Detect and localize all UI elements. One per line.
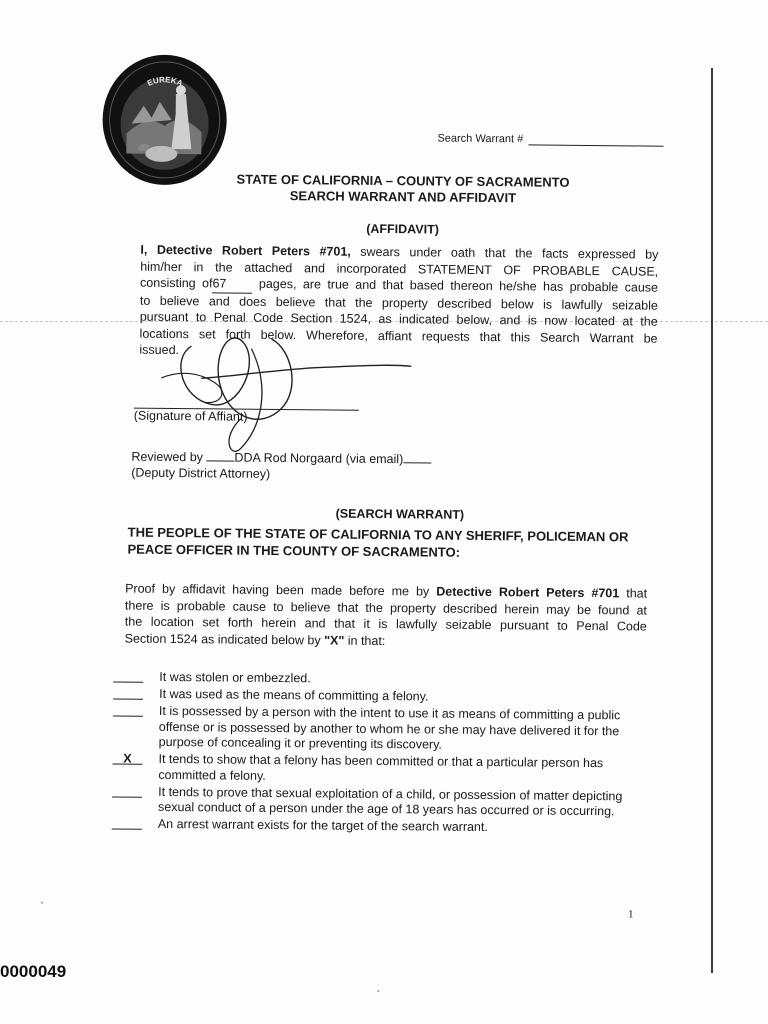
affidavit-line-1: I, Detective Robert Peters #701, swears under oath that the facts expressed by bbox=[140, 242, 659, 262]
ground-item-arrest-warrant bbox=[112, 816, 642, 837]
review-label: Reviewed by bbox=[131, 449, 204, 465]
ground-mark bbox=[113, 703, 143, 716]
ground-item-possessed-intent bbox=[113, 703, 643, 755]
reviewer-title: (Deputy District Attorney) bbox=[131, 465, 271, 481]
reviewer-name: DDA Rod Norgaard (via email) bbox=[234, 450, 404, 467]
pages-count: 67 bbox=[212, 275, 252, 293]
review-block bbox=[131, 448, 431, 484]
affidavit-line-7: issued. bbox=[139, 342, 180, 358]
ground-text: It tends to show that a felony has been committed or that a particular person has committed a felony. bbox=[158, 751, 604, 783]
california-seal-icon bbox=[101, 53, 228, 186]
warrant-addressee bbox=[127, 525, 647, 563]
affidavit-line-6: locations set forth below. Wherefore, affiant requests that this Search Warrant be bbox=[139, 326, 658, 346]
ground-text: It is possessed by a person with the intent to use it as means of committing a public offense or is possessed by another to whom he or she may have delivered it for the purpose of concealing it or preventing its discovery. bbox=[158, 703, 621, 752]
header-document-title: SEARCH WARRANT AND AFFIDAVIT bbox=[289, 188, 517, 206]
header-state-county: STATE OF CALIFORNIA – COUNTY OF SACRAMENTO bbox=[236, 171, 570, 190]
proof-line-4: Section 1524 as indicated below by "X" in that: bbox=[124, 631, 386, 648]
proof-line-2: there is probable cause to believe that the property described herein may be found at bbox=[124, 598, 648, 618]
ground-mark bbox=[113, 669, 143, 682]
scan-speck bbox=[41, 902, 43, 904]
ground-text: It tends to prove that sexual exploitation of a child, or possession of matter depicting sexual conduct of a person under the age of 18 years has occurred or is occurring. bbox=[157, 784, 623, 819]
proof-line-1: Proof by affidavit having been made before me by Detective Robert Peters #701 that bbox=[125, 581, 648, 601]
warrant-proof bbox=[125, 581, 648, 652]
affidavit-heading: (AFFIDAVIT) bbox=[366, 221, 439, 237]
ground-item-child-exploitation bbox=[112, 784, 642, 820]
affidavit-line-5: pursuant to Penal Code Section 1524, as indicated below, and is now located at the bbox=[139, 309, 658, 329]
ground-mark bbox=[112, 784, 142, 797]
scan-speck bbox=[377, 990, 379, 992]
ground-text: An arrest warrant exists for the target of the search warrant. bbox=[157, 816, 488, 835]
affiant-name: I, Detective Robert Peters #701, bbox=[140, 242, 351, 259]
ground-text: It was used as the means of committing a felony. bbox=[159, 686, 429, 704]
search-warrant-number bbox=[437, 133, 663, 147]
page-number: 1 bbox=[627, 908, 634, 921]
affidavit-line-3: consisting of67 pages, are true and that based thereon he/she has probable cause bbox=[140, 275, 659, 295]
ground-text: It was stolen or embezzled. bbox=[159, 669, 311, 686]
signature-caption: (Signature of Affiant) bbox=[133, 408, 248, 424]
ground-mark: X bbox=[112, 751, 142, 764]
proof-officer: Detective Robert Peters #701 bbox=[436, 584, 620, 601]
proof-line-3: the location set forth herein and that it is lawfully seizable pursuant to Penal Code bbox=[124, 614, 647, 634]
search-warrant-number-field bbox=[528, 133, 663, 146]
search-warrant-number-label: Search Warrant # bbox=[437, 132, 524, 146]
affidavit-body bbox=[139, 242, 658, 363]
ground-mark bbox=[112, 816, 142, 829]
affidavit-line-4: to believe and does believe that the property described below is lawfully seizable bbox=[139, 293, 658, 313]
ground-mark bbox=[113, 686, 143, 699]
search-warrant-heading: (SEARCH WARRANT) bbox=[335, 506, 465, 522]
svg-text:EUREKA: EUREKA bbox=[145, 75, 185, 89]
bates-number: 0000049 bbox=[0, 962, 67, 981]
addressee-line-2: PEACE OFFICER IN THE COUNTY OF SACRAMENTO: bbox=[127, 541, 461, 560]
affidavit-line-2: him/her in the attached and incorporated STATEMENT OF PROBABLE CAUSE, bbox=[140, 259, 659, 279]
grounds-checklist bbox=[112, 669, 644, 838]
ground-item-felony-committed bbox=[112, 751, 642, 787]
proof-marker: "X" bbox=[324, 632, 345, 648]
addressee-line-1: THE PEOPLE OF THE STATE OF CALIFORNIA TO ANY SHERIFF, POLICEMAN OR bbox=[127, 524, 629, 545]
